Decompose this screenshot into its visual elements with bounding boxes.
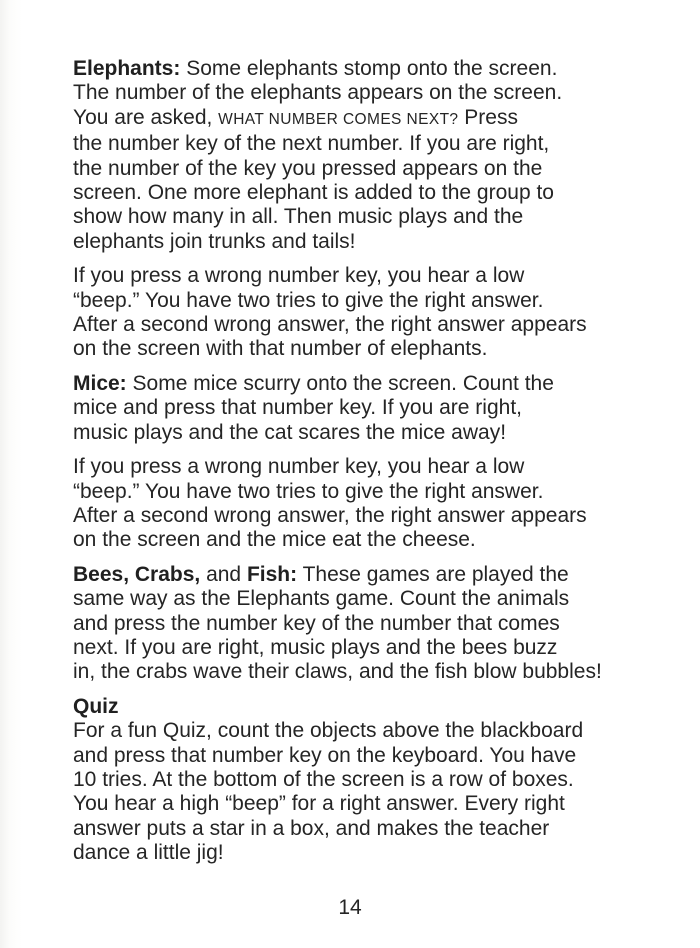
text-line: and press that number key on the keyboard. You have — [73, 743, 577, 767]
text-line: “beep.” You have two tries to give the right answer. — [73, 479, 544, 503]
text-line: show how many in all. Then music plays and the — [73, 205, 524, 229]
text-line: After a second wrong answer, the right answer appears — [73, 313, 587, 337]
text-line: the number of the key you pressed appears on the — [73, 156, 543, 180]
text-line: If you press a wrong number key, you hear a low — [73, 264, 525, 288]
text-line: For a fun Quiz, count the objects above the blackboard — [73, 719, 584, 743]
text-line: and press the number key of the number that comes — [73, 611, 560, 635]
bees-crabs-fish-paragraph — [73, 563, 673, 685]
text-line: The number of the elephants appears on the screen. — [73, 81, 563, 105]
on-screen-prompt: WHAT NUMBER COMES NEXT? — [218, 110, 459, 128]
text-line: music plays and the cat scares the mice away! — [73, 420, 507, 444]
elephants-heading: Elephants: — [73, 57, 181, 80]
text-line: 10 tries. At the bottom of the screen is a row of boxes. — [73, 767, 574, 791]
text-fragment: Some mice scurry onto the screen. Count the — [126, 371, 554, 395]
quiz-title: Quiz — [73, 694, 119, 718]
text-line: “beep.” You have two tries to give the right answer. — [73, 288, 544, 312]
mice-heading: Mice: — [73, 371, 127, 395]
text-line: After a second wrong answer, the right answer appears — [73, 503, 587, 527]
text-fragment: and — [200, 562, 247, 586]
text-line: You hear a high “beep” for a right answer. Every right — [73, 792, 565, 816]
text-line: on the screen and the mice eat the cheese. — [73, 528, 476, 552]
fish-heading: Fish: — [246, 562, 298, 586]
text-line: dance a little jig! — [73, 841, 224, 865]
text-line: answer puts a star in a box, and makes the teacher — [73, 816, 550, 840]
text-line: on the screen with that number of elephants. — [73, 337, 488, 361]
bees-crabs-heading: Bees, Crabs, — [73, 562, 201, 586]
elephants-paragraph — [73, 57, 673, 254]
elephants-wrong-paragraph — [73, 264, 673, 362]
text-fragment: You are asked, — [73, 105, 219, 129]
text-fragment: Press — [458, 105, 518, 129]
text-line: mice and press that number key. If you are right, — [73, 396, 522, 420]
text-line — [73, 372, 673, 396]
page-number: 14 — [338, 896, 362, 919]
mice-wrong-paragraph — [73, 455, 673, 553]
text-fragment: Some elephants stomp onto the screen. — [180, 57, 558, 80]
text-line: in, the crabs wave their claws, and the fish blow bubbles! — [73, 660, 602, 684]
mice-paragraph — [73, 372, 673, 445]
text-fragment: These games are played the — [297, 562, 569, 586]
text-line: same way as the Elephants game. Count the animals — [73, 587, 570, 611]
quiz-section — [73, 695, 673, 866]
text-line — [73, 106, 673, 132]
text-line: If you press a wrong number key, you hear a low — [73, 455, 525, 479]
text-line: the number key of the next number. If you are right, — [73, 132, 550, 156]
text-line — [73, 563, 673, 587]
text-line: elephants join trunks and tails! — [73, 229, 356, 253]
text-line — [73, 57, 673, 81]
text-line: next. If you are right, music plays and the bees buzz — [73, 635, 558, 659]
text-line: screen. One more elephant is added to the group to — [73, 181, 554, 205]
page-body — [73, 57, 673, 876]
